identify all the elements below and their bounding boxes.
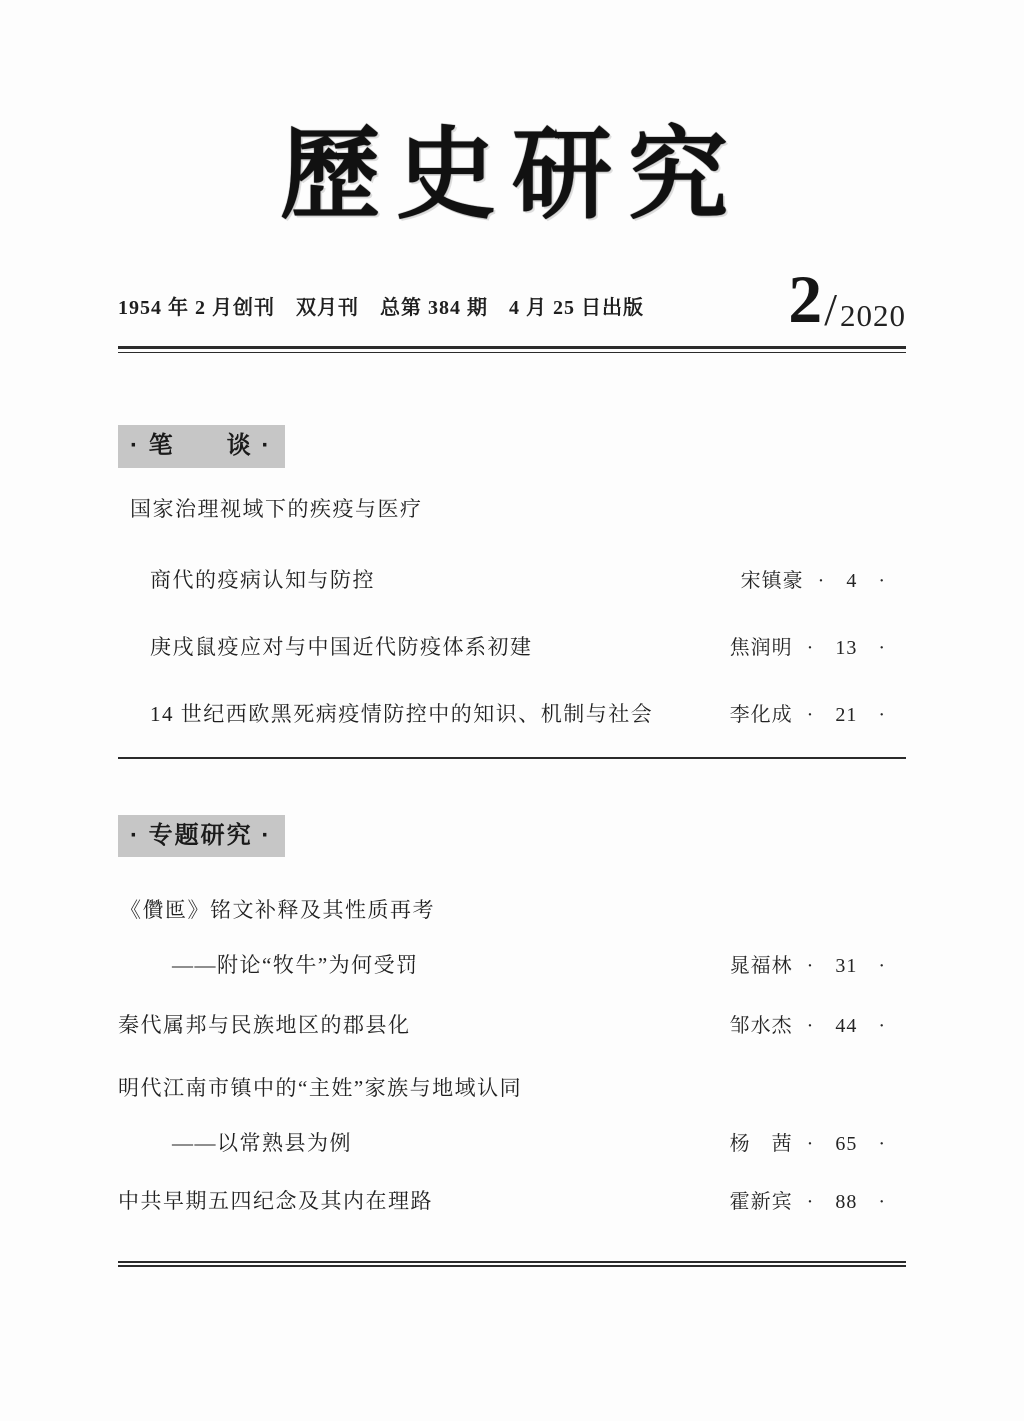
section-label-zhuanti-yanjiu: · 专题研究 ·: [118, 815, 285, 857]
article-author-page: [730, 635, 906, 661]
article-row: [118, 701, 906, 728]
article-author-page: [730, 1131, 906, 1157]
issue-info-row: [118, 261, 906, 337]
article-subtitle-row: [118, 952, 906, 979]
article-author: 霍新宾: [729, 1190, 793, 1213]
publication-info: 1954 年 2 月创刊 双月刊 总第 384 期 4 月 25 日出版: [118, 297, 644, 320]
article-page: · 88 ·: [806, 1190, 886, 1213]
article-author: 焦润明: [729, 637, 793, 660]
section-bitan: [118, 353, 906, 729]
article-author-page: [730, 702, 906, 728]
article-title: 商代的疫病认知与防控: [150, 567, 375, 592]
article-row: [118, 567, 906, 594]
article-page: · 44 ·: [806, 1014, 886, 1037]
page-content: [118, 0, 906, 1267]
article-title: 明代江南市镇中的“主姓”家族与地域认同: [118, 1076, 523, 1101]
article-author-page: [730, 953, 906, 979]
article-title: 《儹匜》铭文补释及其性质再考: [120, 898, 435, 923]
article-title: 庚戌鼠疫应对与中国近代防疫体系初建: [150, 635, 533, 660]
article-subtitle: ——附论“牧牛”为何受罚: [172, 953, 419, 978]
article-author: 杨 茜: [729, 1133, 793, 1156]
group-title: 国家治理视域下的疾疫与医疗: [130, 496, 423, 521]
section-zhuanti-yanjiu: [118, 759, 906, 1215]
journal-masthead-calligraphy: 歷史研究: [280, 120, 744, 231]
article-page: · 21 ·: [806, 704, 886, 727]
article-author-page: [730, 1013, 906, 1039]
article-title: 中共早期五四纪念及其内在理路: [118, 1188, 433, 1213]
article-subtitle-row: [118, 1130, 906, 1157]
article-author: 李化成: [729, 704, 793, 727]
section-label-bitan: · 笔 谈 ·: [118, 425, 285, 467]
article-row: [118, 1075, 906, 1102]
article-author-page: [730, 1189, 906, 1215]
issue-slash: /: [824, 283, 837, 335]
article-row: [118, 1188, 906, 1215]
article-row: [118, 897, 906, 924]
article-page: · 65 ·: [806, 1133, 886, 1156]
article-page: · 13 ·: [806, 637, 886, 660]
article-title: 秦代属邦与民族地区的郡县化: [118, 1012, 411, 1037]
article-page: · 4 ·: [817, 569, 886, 592]
article-author: 宋镇豪: [740, 569, 804, 592]
footer-divider-rule: [118, 1261, 906, 1267]
issue-number-block: [788, 261, 906, 337]
article-title: 14 世纪西欧黑死病疫情防控中的知识、机制与社会: [150, 702, 654, 727]
article-author: 邹水杰: [729, 1014, 793, 1037]
issue-number: 2: [788, 261, 823, 337]
article-row: [118, 634, 906, 661]
article-row: [118, 1012, 906, 1039]
header-divider-rule: [118, 346, 906, 353]
issue-year: 2020: [840, 298, 906, 334]
article-author: 晁福林: [729, 955, 793, 978]
article-subtitle: ——以常熟县为例: [172, 1131, 352, 1156]
article-author-page: [741, 568, 906, 594]
article-page: · 31 ·: [806, 955, 886, 978]
